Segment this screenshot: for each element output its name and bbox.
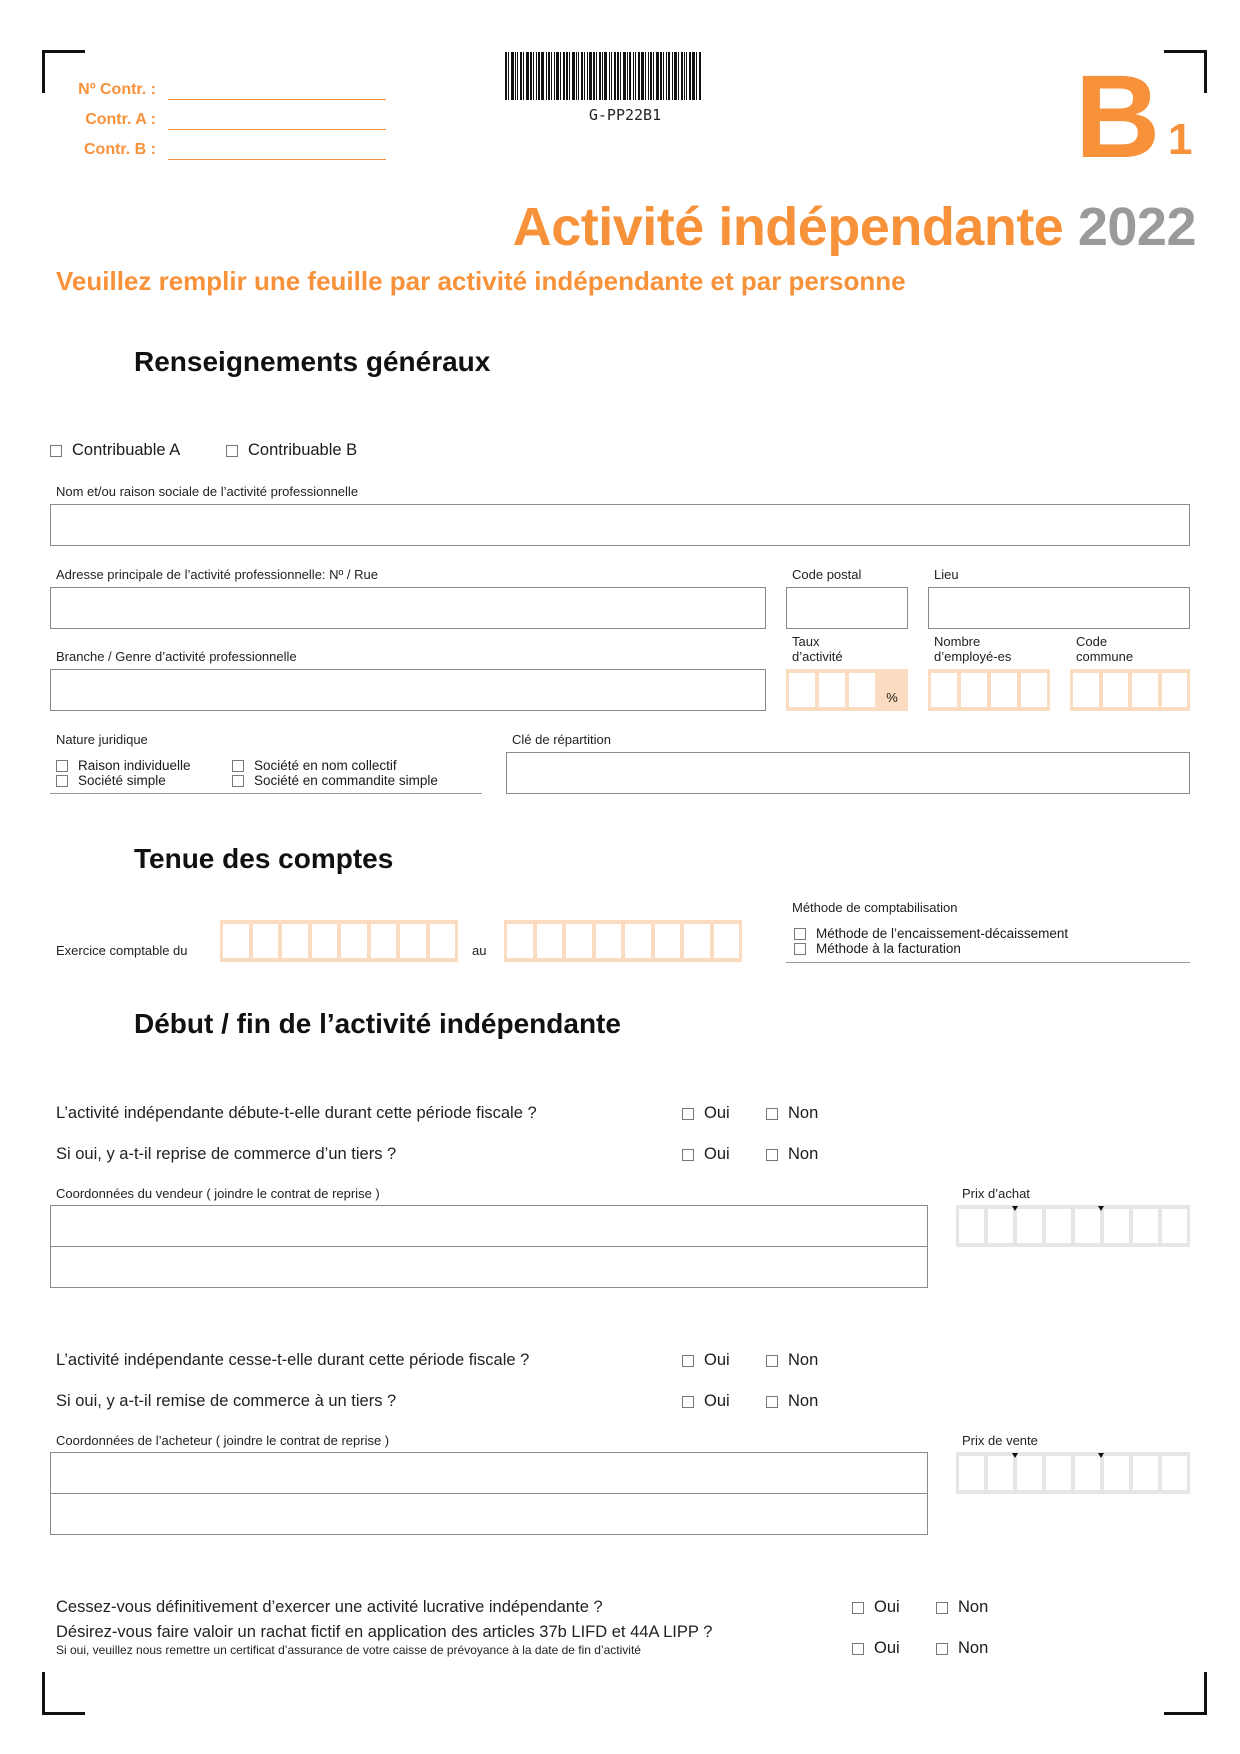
barcode-bar xyxy=(645,52,646,100)
barcode-bar xyxy=(663,52,664,100)
cesse-no-option[interactable] xyxy=(766,1351,818,1370)
barcode-bar xyxy=(696,52,697,100)
form-letter: B xyxy=(1075,51,1159,183)
barcode-bar xyxy=(556,52,559,100)
debut-yes-option[interactable] xyxy=(682,1104,730,1123)
no-label: Non xyxy=(958,1598,989,1616)
barcode-bar xyxy=(548,52,550,100)
percent-sign: % xyxy=(886,690,898,705)
nature-checkbox[interactable] xyxy=(232,760,244,772)
yes-checkbox[interactable] xyxy=(852,1602,864,1614)
barcode-bar xyxy=(505,52,507,100)
barcode-bar xyxy=(551,52,552,100)
no-label: Non xyxy=(788,1392,819,1410)
nature-checkbox[interactable] xyxy=(56,760,68,772)
yes-label: Oui xyxy=(704,1145,730,1163)
yes-checkbox[interactable] xyxy=(682,1355,694,1367)
barcode-bar xyxy=(536,52,537,100)
methode-option-facturation[interactable] xyxy=(794,941,961,956)
barcode-bar xyxy=(546,52,547,100)
contr-a-label: Contr. A : xyxy=(85,111,156,128)
thousands-separator-icon xyxy=(1098,1206,1104,1211)
contr-no-field[interactable] xyxy=(168,98,386,100)
adresse-label: Adresse principale de l’activité professionnelle: Nº / Rue xyxy=(56,567,378,582)
cessez-no-option[interactable] xyxy=(936,1598,988,1617)
methode-option-encaissement[interactable] xyxy=(794,926,1068,941)
acheteur-label: Coordonnées de l’acheteur ( joindre le contrat de reprise ) xyxy=(56,1433,390,1448)
yes-checkbox[interactable] xyxy=(682,1108,694,1120)
reprise-yes-option[interactable] xyxy=(682,1145,730,1164)
exercice-du-field[interactable] xyxy=(220,920,458,962)
barcode-bar xyxy=(653,52,654,100)
employes-label-1: Nombre xyxy=(934,634,981,649)
barcode-bar xyxy=(596,52,597,100)
nature-option-label: Société en nom collectif xyxy=(254,758,397,773)
barcode-bar xyxy=(515,52,516,100)
prix-vente-field[interactable] xyxy=(956,1452,1190,1494)
barcode-bar xyxy=(526,52,529,100)
branche-field[interactable] xyxy=(50,669,766,711)
contribuable-b-label: Contribuable B xyxy=(248,441,358,459)
barcode-bar xyxy=(576,52,577,100)
thousands-separator-icon xyxy=(1098,1453,1104,1458)
question-cessez: Cessez-vous définitivement d’exercer une activité lucrative indépendante ? xyxy=(56,1598,603,1616)
methode-divider xyxy=(786,961,1190,963)
barcode-bar xyxy=(508,52,509,100)
methode-checkbox[interactable] xyxy=(794,928,806,940)
yes-label: Oui xyxy=(874,1598,900,1616)
page-subtitle: Veuillez remplir une feuille par activité indépendante et par personne xyxy=(56,266,906,296)
contribuable-b-option[interactable] xyxy=(226,441,357,460)
contribuable-a-option[interactable] xyxy=(50,441,180,460)
barcode-bar xyxy=(617,52,619,100)
barcode-bar xyxy=(692,52,695,100)
barcode-bar xyxy=(517,52,518,100)
commune-label-2: commune xyxy=(1076,649,1134,664)
vendeur-field-line-2[interactable] xyxy=(50,1246,928,1288)
barcode-bar xyxy=(686,52,687,100)
vendeur-label: Coordonnées du vendeur ( joindre le contrat de reprise ) xyxy=(56,1186,380,1201)
barcode-bar xyxy=(672,52,673,100)
barcode-bar xyxy=(656,52,659,100)
no-checkbox[interactable] xyxy=(766,1355,778,1367)
acheteur-field-line-2[interactable] xyxy=(50,1493,928,1535)
title-year: 2022 xyxy=(1077,197,1196,257)
reprise-no-option[interactable] xyxy=(766,1145,818,1164)
nature-label: Nature juridique xyxy=(56,732,148,747)
nom-label: Nom et/ou raison sociale de l’activité professionnelle xyxy=(56,484,359,499)
barcode-bar xyxy=(668,52,670,100)
barcode-bar xyxy=(641,52,644,100)
barcode-bar xyxy=(511,52,514,100)
barcode-bar xyxy=(599,52,601,100)
prix-achat-field[interactable] xyxy=(956,1205,1190,1247)
taux-label-2: d’activité xyxy=(792,649,843,664)
barcode-bar xyxy=(609,52,610,100)
barcode-bar xyxy=(533,52,534,100)
section-heading-debut-fin: Début / fin de l’activité indépendante xyxy=(134,1008,621,1039)
no-label: Non xyxy=(788,1351,819,1369)
crop-mark-bottom-right xyxy=(1164,1672,1207,1715)
cle-field[interactable] xyxy=(506,752,1190,794)
nature-option-label: Société en commandite simple xyxy=(254,773,438,788)
barcode-bar xyxy=(581,52,583,100)
contribuable-b-checkbox[interactable] xyxy=(226,445,238,457)
yes-label: Oui xyxy=(874,1639,900,1657)
contr-a-field[interactable] xyxy=(168,128,386,130)
lieu-field[interactable] xyxy=(928,587,1190,629)
adresse-field[interactable] xyxy=(50,587,766,629)
barcode-bar xyxy=(635,52,636,100)
barcode-bar xyxy=(629,52,631,100)
nature-option-commandite[interactable] xyxy=(232,773,438,788)
no-label: Non xyxy=(958,1639,989,1657)
taux-activite-field[interactable] xyxy=(786,669,908,711)
form-number: 1 xyxy=(1168,115,1193,164)
methode-option-label: Méthode de l’encaissement-décaissement xyxy=(816,926,1069,941)
no-checkbox[interactable] xyxy=(766,1396,778,1408)
barcode-bar xyxy=(648,52,649,100)
barcode-bar xyxy=(638,52,640,100)
nature-option-label: Raison individuelle xyxy=(78,758,191,773)
barcode-bar xyxy=(678,52,679,100)
section-heading-comptes: Tenue des comptes xyxy=(134,843,394,874)
section-heading-general: Renseignements généraux xyxy=(134,346,491,377)
nature-checkbox[interactable] xyxy=(56,775,68,787)
page-title xyxy=(513,198,1196,257)
nature-checkbox[interactable] xyxy=(232,775,244,787)
yes-label: Oui xyxy=(704,1351,730,1369)
methode-label: Méthode de comptabilisation xyxy=(792,900,958,915)
barcode-bar xyxy=(566,52,568,100)
code-postal-field[interactable] xyxy=(786,587,908,629)
lieu-label: Lieu xyxy=(934,567,959,582)
barcode-bar xyxy=(602,52,603,100)
acheteur-field-line-1[interactable] xyxy=(50,1452,928,1494)
barcode-bar xyxy=(587,52,588,100)
au-label: au xyxy=(472,943,487,958)
barcode-bar xyxy=(614,52,616,100)
barcode-bar xyxy=(689,52,691,100)
barcode-bar xyxy=(560,52,561,100)
nom-field[interactable] xyxy=(50,504,1190,546)
cle-label: Clé de répartition xyxy=(512,732,611,747)
prix-vente-label: Prix de vente xyxy=(962,1433,1038,1448)
yes-checkbox[interactable] xyxy=(852,1643,864,1655)
barcode-bar xyxy=(650,52,652,100)
barcode-bar xyxy=(620,52,621,100)
contribuable-a-label: Contribuable A xyxy=(72,441,181,459)
question-rachat: Désirez-vous faire valoir un rachat fictif en application des articles 37b LIFD et 44A LIPP ? xyxy=(56,1623,713,1641)
yes-label: Oui xyxy=(704,1392,730,1410)
debut-no-option[interactable] xyxy=(766,1104,818,1123)
barcode-bar xyxy=(563,52,565,100)
contr-b-label: Contr. B : xyxy=(84,141,156,158)
barcode-bar xyxy=(593,52,595,100)
crop-mark-top-right xyxy=(1164,50,1207,93)
barcode-bar xyxy=(611,52,612,100)
barcode-bar xyxy=(681,52,683,100)
barcode-bar xyxy=(569,52,570,100)
taux-label-1: Taux xyxy=(792,634,820,649)
yes-label: Oui xyxy=(704,1104,730,1122)
barcode-bar xyxy=(538,52,540,100)
question-remise: Si oui, y a-t-il remise de commerce à un tiers ? xyxy=(56,1392,397,1410)
no-checkbox[interactable] xyxy=(766,1149,778,1161)
thousands-separator-icon xyxy=(1012,1453,1018,1458)
barcode-bar xyxy=(520,52,522,100)
nature-option-label: Société simple xyxy=(78,773,166,788)
methode-checkbox[interactable] xyxy=(794,943,806,955)
barcode-bar xyxy=(578,52,579,100)
barcode-bar xyxy=(699,52,701,100)
no-checkbox[interactable] xyxy=(766,1108,778,1120)
code-postal-label: Code postal xyxy=(792,567,862,582)
cesse-yes-option[interactable] xyxy=(682,1351,730,1370)
title-text: Activité indépendante xyxy=(512,197,1064,257)
no-label: Non xyxy=(788,1104,819,1122)
nombre-employes-field[interactable] xyxy=(928,669,1050,711)
barcode-bar xyxy=(660,52,662,100)
nature-option-simple[interactable] xyxy=(56,773,166,788)
question-reprise: Si oui, y a-t-il reprise de commerce d’un tiers ? xyxy=(56,1145,397,1163)
question-debut: L’activité indépendante débute-t-elle durant cette période fiscale ? xyxy=(56,1104,537,1122)
cessez-yes-option[interactable] xyxy=(852,1598,900,1617)
barcode-text: G-PP22B1 xyxy=(588,106,662,124)
contr-no-label: Nº Contr. : xyxy=(78,81,156,98)
methode-option-label: Méthode à la facturation xyxy=(816,941,961,956)
employes-label-2: d’employé-es xyxy=(934,649,1012,664)
contribuable-a-checkbox[interactable] xyxy=(50,445,62,457)
barcode-bar xyxy=(523,52,524,100)
commune-label-1: Code xyxy=(1076,634,1108,649)
nature-divider xyxy=(50,792,482,794)
nature-option-collectif[interactable] xyxy=(232,758,397,773)
prix-achat-label: Prix d’achat xyxy=(962,1186,1030,1201)
no-checkbox[interactable] xyxy=(936,1643,948,1655)
remise-yes-option[interactable] xyxy=(682,1392,730,1411)
rachat-note: Si oui, veuillez nous remettre un certificat d’assurance de votre caisse de prévoyance à la date de fin d’activité xyxy=(56,1643,641,1657)
crop-mark-bottom-left xyxy=(42,1672,85,1715)
rachat-no-option[interactable] xyxy=(936,1639,988,1658)
thousands-separator-icon xyxy=(1012,1206,1018,1211)
exercice-label: Exercice comptable du xyxy=(56,943,188,958)
barcode-bar xyxy=(666,52,667,100)
yes-checkbox[interactable] xyxy=(682,1149,694,1161)
barcode-bar xyxy=(633,52,634,100)
nature-option-raison[interactable] xyxy=(56,758,191,773)
rachat-yes-option[interactable] xyxy=(852,1639,900,1658)
barcode-bar xyxy=(572,52,575,100)
barcode-bar xyxy=(674,52,677,100)
barcode-bar xyxy=(554,52,555,100)
no-label: Non xyxy=(788,1145,819,1163)
exercice-au-field[interactable] xyxy=(504,920,742,962)
code-commune-field[interactable] xyxy=(1070,669,1190,711)
question-cesse: L’activité indépendante cesse-t-elle durant cette période fiscale ? xyxy=(56,1351,530,1369)
yes-checkbox[interactable] xyxy=(682,1396,694,1408)
barcode-bar xyxy=(530,52,532,100)
barcode-bar xyxy=(684,52,685,100)
vendeur-field-line-1[interactable] xyxy=(50,1205,928,1247)
barcode-bar xyxy=(541,52,544,100)
barcode xyxy=(505,52,745,100)
barcode-bar xyxy=(584,52,585,100)
barcode-bar xyxy=(627,52,628,100)
barcode-bar xyxy=(623,52,626,100)
barcode-bar xyxy=(589,52,592,100)
branche-label: Branche / Genre d’activité professionnelle xyxy=(56,649,297,664)
barcode-bar xyxy=(604,52,607,100)
contr-b-field[interactable] xyxy=(168,158,386,160)
no-checkbox[interactable] xyxy=(936,1602,948,1614)
remise-no-option[interactable] xyxy=(766,1392,818,1411)
